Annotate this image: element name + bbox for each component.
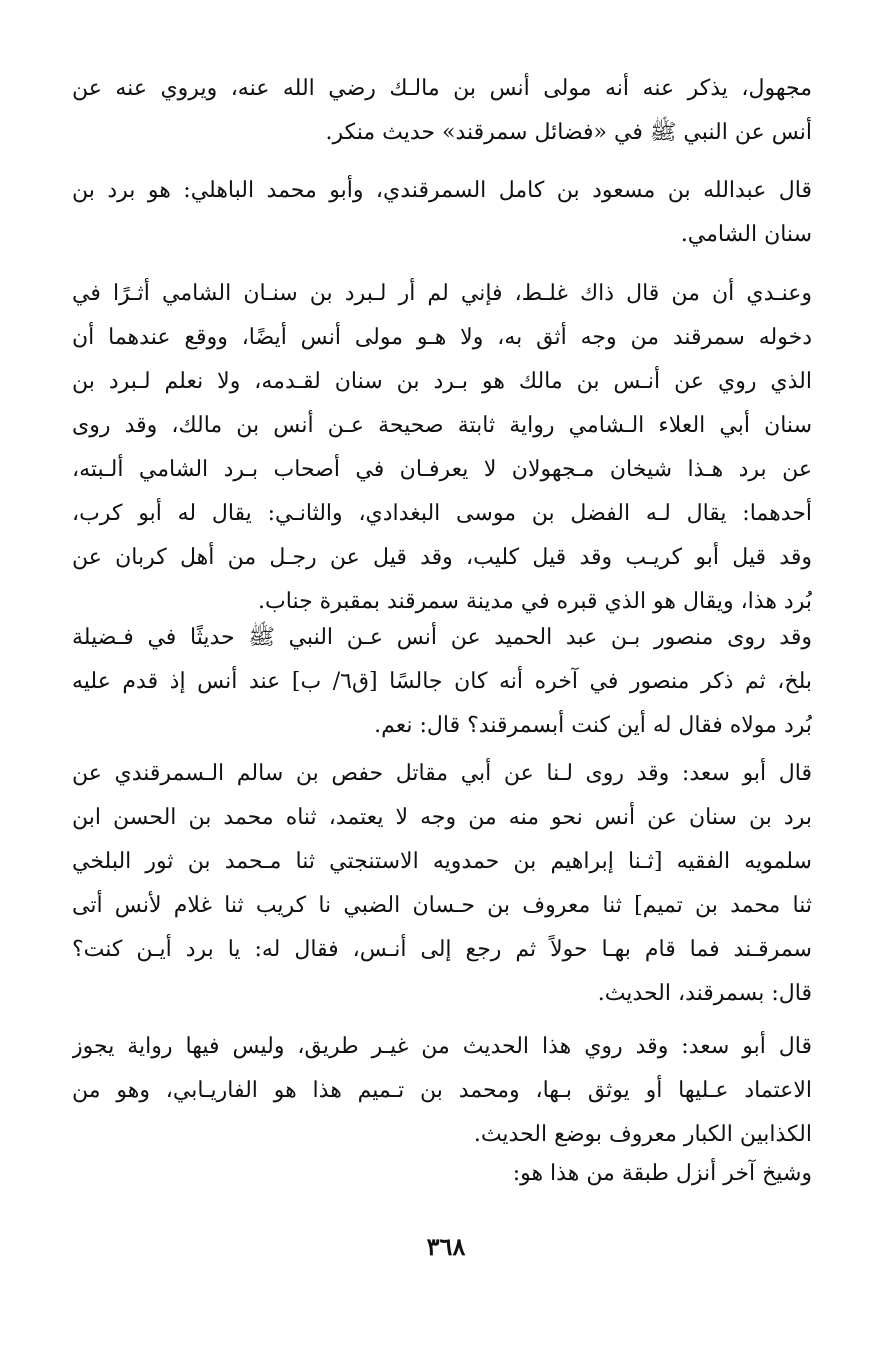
text-line: مجهول، يذكر عنه أنه مولى أنس بن مالـك رضي الله عنه، ويروي عنه عن: [72, 76, 812, 101]
text-line: قال: بسمرقند، الحديث.: [597, 981, 812, 1006]
text-line: الاعتماد عـليها أو يوثق بـها، ومحمد بن تـميم هذا هو الفاريـابي، وهو من: [72, 1078, 812, 1103]
text-line: أنس عن النبي ﷺ في «فضائل سمرقند» حديث منكر.: [325, 120, 812, 145]
text-line: وقد قيل أبو كريـب وقد قيل كليب، وقد قيل عن رجـل من أهل كربان عن: [72, 545, 812, 570]
text-line: قال أبو سعد: وقد روى لـنا عن أبي مقاتل حفص بن سالم الـسمرقندي عن: [72, 761, 812, 786]
paragraph-1: [72, 67, 812, 155]
text-line: سمرقـند فما قام بهـا حولاً ثم رجع إلى أنـس، فقال له: يا برد أيـن كنت؟: [72, 937, 812, 962]
text-line: الذي روي عن أنـس بن مالك هو بـرد بن سنان لقـدمه، ولا نعلم لـبرد بن: [72, 369, 812, 394]
text-line: وشيخ آخر أنزل طبقة من هذا هو:: [512, 1161, 812, 1186]
text-line: ثنا محمد بن تميم] ثنا معروف بن حـسان الضبي نا كريب ثنا غلام لأنس أتى: [72, 893, 812, 918]
text-line: سنان الشامي.: [680, 222, 812, 247]
text-line: برد بن سنان عن أنس نحو منه من وجه لا يعتمد، ثناه محمد بن الحسن ابن: [72, 805, 812, 830]
text-line: بُرد مولاه فقال له أين كنت أبسمرقند؟ قال: نعم.: [374, 713, 812, 738]
page-number: ٣٦٨: [426, 1232, 466, 1261]
paragraph-5: [72, 752, 812, 1016]
text-line: الكذابين الكبار معروف بوضع الحديث.: [473, 1122, 812, 1147]
paragraph-3: [72, 272, 812, 624]
paragraph-2: [72, 169, 812, 257]
paragraph-6: [72, 1025, 812, 1157]
text-line: دخوله سمرقند من وجه أثق به، ولا هـو مولى أنس أيضًا، ووقع عندهما أن: [72, 325, 812, 350]
text-line: بلخ، ثم ذكر منصور في آخره أنه كان جالسًا [ق٦/ ب] عند أنس إذ قدم عليه: [72, 669, 812, 694]
text-line: عن برد هـذا شيخان مـجهولان لا يعرفـان في أصحاب بـرد الشامي ألـبته،: [72, 457, 812, 482]
text-line: سلمويه الفقيه [ثـنا إبراهيم بن حمدويه الاستنجتي ثنا مـحمد بن ثور البلخي: [72, 849, 812, 874]
text-line: قال عبدالله بن مسعود بن كامل السمرقندي، وأبو محمد الباهلي: هو برد بن: [72, 178, 812, 203]
text-line: وقد روى منصور بـن عبد الحميد عن أنس عـن النبي ﷺ حديثًا في فـضيلة: [72, 625, 812, 650]
text-line: قال أبو سعد: وقد روي هذا الحديث من غيـر طريق، وليس فيها رواية يجوز: [72, 1034, 812, 1059]
text-line: أحدهما: يقال لـه الفضل بن موسى البغدادي، والثانـي: يقال له أبو كرب،: [72, 501, 812, 526]
paragraph-4: [72, 616, 812, 748]
text-line: بُرد هذا، ويقال هو الذي قبره في مدينة سمرقند بمقبرة جناب.: [258, 589, 812, 614]
text-line: سنان أبي العلاء الـشامي رواية ثابتة صحيحة عـن أنس بن مالك، وقد روى: [72, 413, 812, 438]
text-line: وعنـدي أن من قال ذاك غلـط، فإني لم أر لـبرد بن سنـان الشامي أثـرًا في: [72, 281, 812, 306]
paragraph-7: [72, 1152, 812, 1196]
